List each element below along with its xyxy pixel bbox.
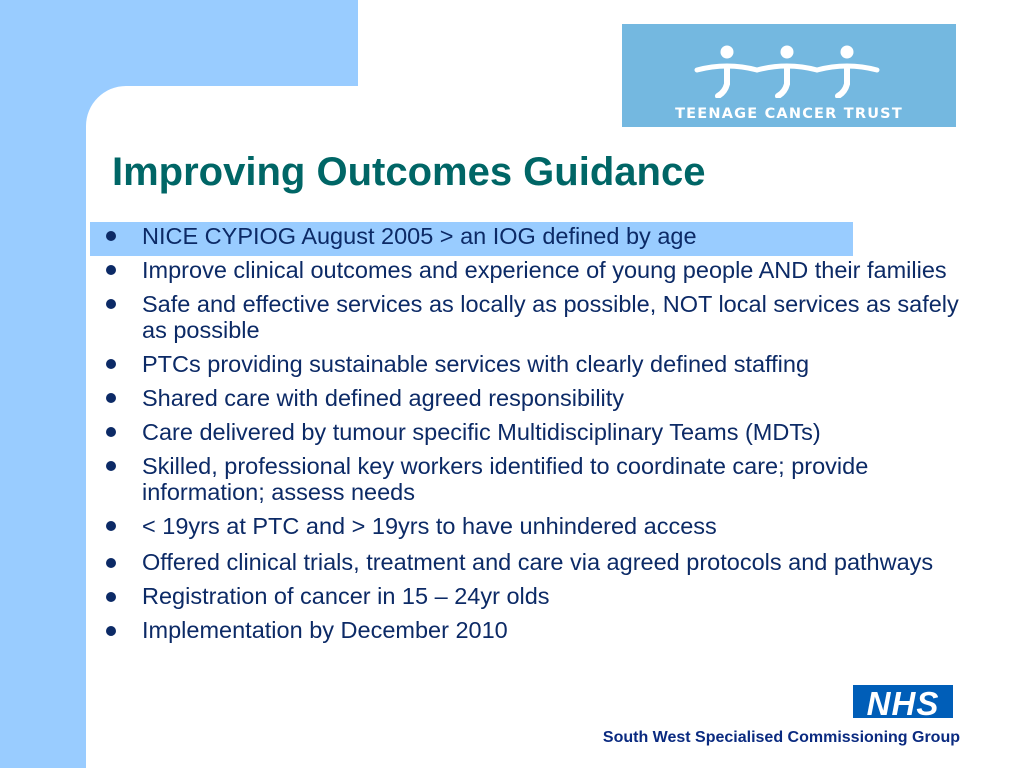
bullet-item: [104, 547, 984, 578]
bullet-text: < 19yrs at PTC and > 19yrs to have unhindered access: [142, 513, 717, 539]
bullet-text: Shared care with defined agreed responsibility: [142, 385, 625, 411]
three-figures-icon: [692, 44, 882, 98]
bullet-dot-icon: [106, 359, 116, 369]
bullet-text: Offered clinical trials, treatment and care via agreed protocols and pathways: [142, 549, 934, 575]
bullet-item: [104, 419, 984, 445]
bullet-text: Registration of cancer in 15 – 24yr olds: [142, 583, 550, 609]
bullet-text: Safe and effective services as locally as possible, NOT local services as safely as possible: [142, 291, 959, 343]
bullet-item: [104, 291, 984, 343]
bullet-dot-icon: [106, 265, 116, 275]
bullet-item: [104, 385, 984, 411]
left-decor-band: [0, 0, 86, 768]
bullet-item: [104, 615, 984, 646]
bullet-item: [104, 351, 984, 377]
logo-text: TEENAGE CANCER TRUST: [675, 106, 903, 122]
bullet-dot-icon: [106, 461, 116, 471]
bullet-dot-icon: [106, 626, 116, 636]
slide-title: Improving Outcomes Guidance: [112, 150, 706, 194]
teenage-cancer-trust-logo: [622, 24, 956, 127]
bullet-dot-icon: [106, 558, 116, 568]
bullet-dot-icon: [106, 299, 116, 309]
bullet-item: [104, 513, 984, 539]
bullet-item: [104, 257, 984, 283]
bullet-dot-icon: [106, 393, 116, 403]
bullet-item: [104, 453, 984, 505]
bullet-item: [104, 581, 984, 612]
bullet-text: Implementation by December 2010: [142, 617, 508, 643]
bullet-dot-icon: [106, 521, 116, 531]
bullet-text: Skilled, professional key workers identified to coordinate care; provide information; assess needs: [142, 453, 869, 505]
bullet-dot-icon: [106, 427, 116, 437]
bullet-list: [104, 223, 984, 649]
bullet-dot-icon: [106, 231, 116, 241]
bullet-text: Improve clinical outcomes and experience of young people AND their families: [142, 257, 947, 283]
bullet-text: Care delivered by tumour specific Multidisciplinary Teams (MDTs): [142, 419, 821, 445]
nhs-logo: NHS: [851, 683, 955, 720]
footer-text: South West Specialised Commissioning Group: [602, 729, 960, 746]
bullet-dot-icon: [106, 592, 116, 602]
bullet-text: NICE CYPIOG August 2005 > an IOG defined by age: [142, 223, 697, 249]
bullet-text: PTCs providing sustainable services with clearly defined staffing: [142, 351, 810, 377]
top-decor-band: [0, 0, 358, 86]
bullet-item: [104, 223, 984, 249]
